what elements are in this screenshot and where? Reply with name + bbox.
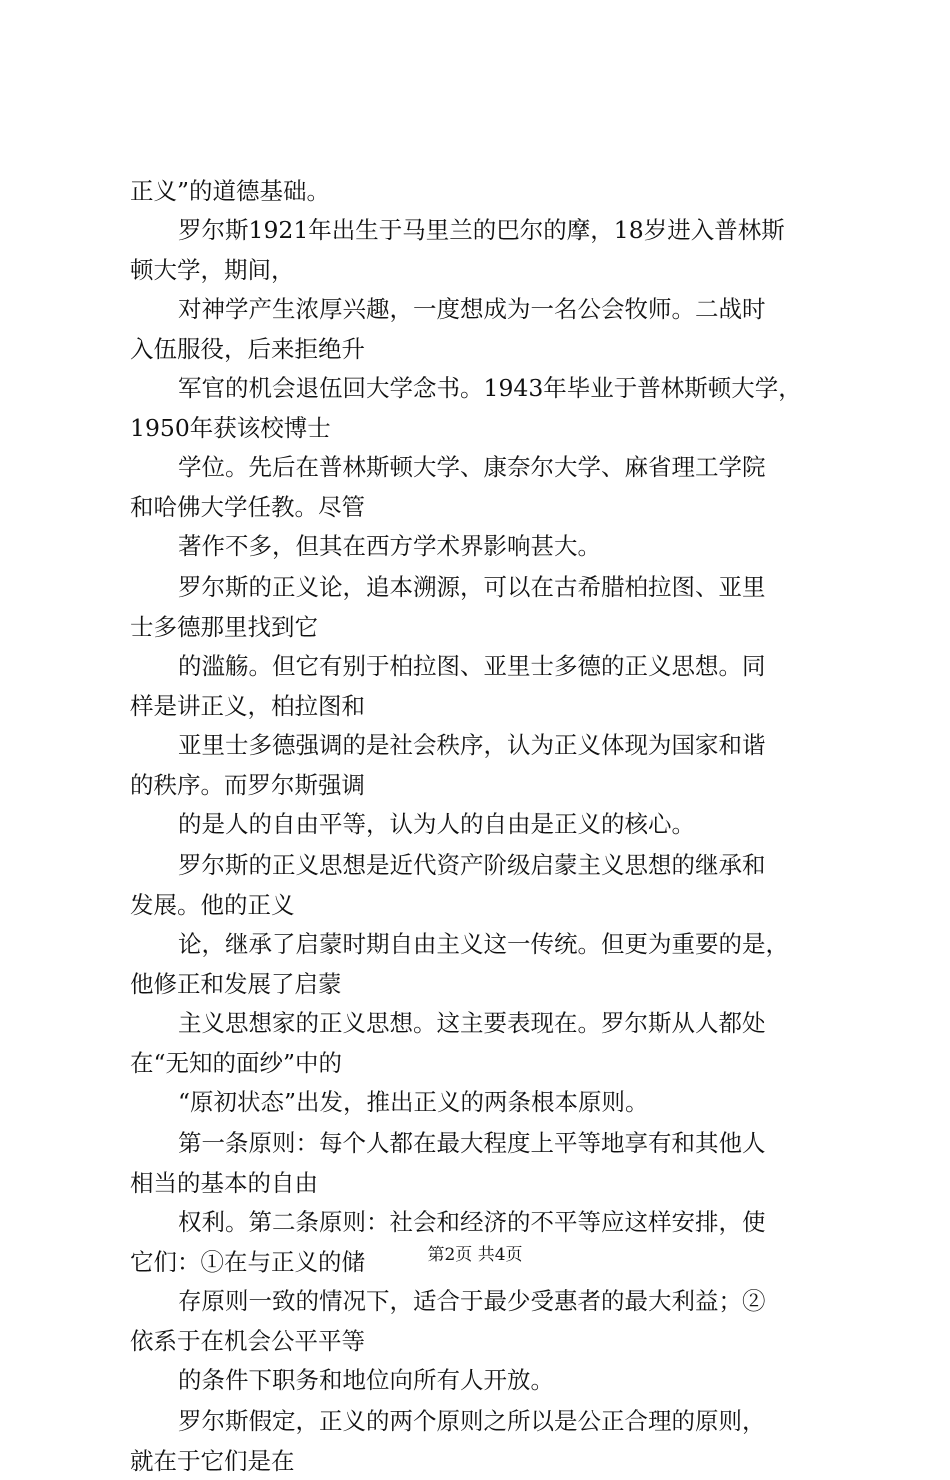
text-line: 权利。第二条原则：社会和经济的不平等应这样安排，使 (178, 1208, 766, 1236)
text-line: 依系于在机会公平平等 (130, 1327, 365, 1355)
text-line: 它们：①在与正义的储 (130, 1248, 365, 1276)
text-line: 1950年获该校博士 (130, 414, 331, 442)
text-line: 罗尔斯的正义论，追本溯源，可以在古希腊柏拉图、亚里 (178, 573, 766, 601)
text-line: 和哈佛大学任教。尽管 (130, 493, 365, 521)
text-line: 他修正和发展了启蒙 (130, 970, 342, 998)
text-line: 士多德那里找到它 (130, 613, 318, 641)
text-line: 亚里士多德强调的是社会秩序，认为正义体现为国家和谐 (178, 731, 766, 759)
text-line: 著作不多，但其在西方学术界影响甚大。 (178, 532, 601, 560)
text-line: 罗尔斯假定，正义的两个原则之所以是公正合理的原则， (178, 1407, 766, 1435)
text-line: 罗尔斯的正义思想是近代资产阶级启蒙主义思想的继承和 (178, 851, 766, 879)
text-line: 在“无知的面纱”中的 (130, 1049, 343, 1077)
text-line: 存原则一致的情况下，适合于最少受惠者的最大利益；② (178, 1287, 766, 1315)
text-line: 相当的基本的自由 (130, 1169, 318, 1197)
text-line: 入伍服役，后来拒绝升 (130, 335, 365, 363)
text-line: 学位。先后在普林斯顿大学、康奈尔大学、麻省理工学院 (178, 453, 766, 481)
text-line: 主义思想家的正义思想。这主要表现在。罗尔斯从人都处 (178, 1009, 766, 1037)
text-line: “原初状态”出发，推出正义的两条根本原则。 (178, 1088, 649, 1116)
document-body (130, 172, 835, 1480)
text-line: 的滥觞。但它有别于柏拉图、亚里士多德的正义思想。同 (178, 652, 766, 680)
text-line: 论，继承了启蒙时期自由主义这一传统。但更为重要的是， (178, 930, 789, 958)
text-line: 发展。他的正义 (130, 891, 295, 919)
text-line: 的条件下职务和地位向所有人开放。 (178, 1366, 554, 1394)
text-line: 罗尔斯1921年出生于马里兰的巴尔的摩，18岁进入普林斯 (178, 216, 785, 244)
text-line: 军官的机会退伍回大学念书。1943年毕业于普林斯顿大学， (178, 374, 802, 402)
text-line: 顿大学，期间， (130, 256, 295, 284)
text-line: 对神学产生浓厚兴趣，一度想成为一名公会牧师。二战时 (178, 295, 766, 323)
text-line: 的秩序。而罗尔斯强调 (130, 771, 365, 799)
text-line: 样是讲正义，柏拉图和 (130, 692, 365, 720)
text-line: 第一条原则：每个人都在最大程度上平等地享有和其他人 (178, 1129, 766, 1157)
text-line: 的是人的自由平等，认为人的自由是正义的核心。 (178, 810, 695, 838)
text-line: 就在于它们是在 (130, 1447, 295, 1475)
text-line: 正义”的道德基础。 (130, 177, 331, 205)
page-footer: 第2页 共4页 (427, 1245, 523, 1265)
